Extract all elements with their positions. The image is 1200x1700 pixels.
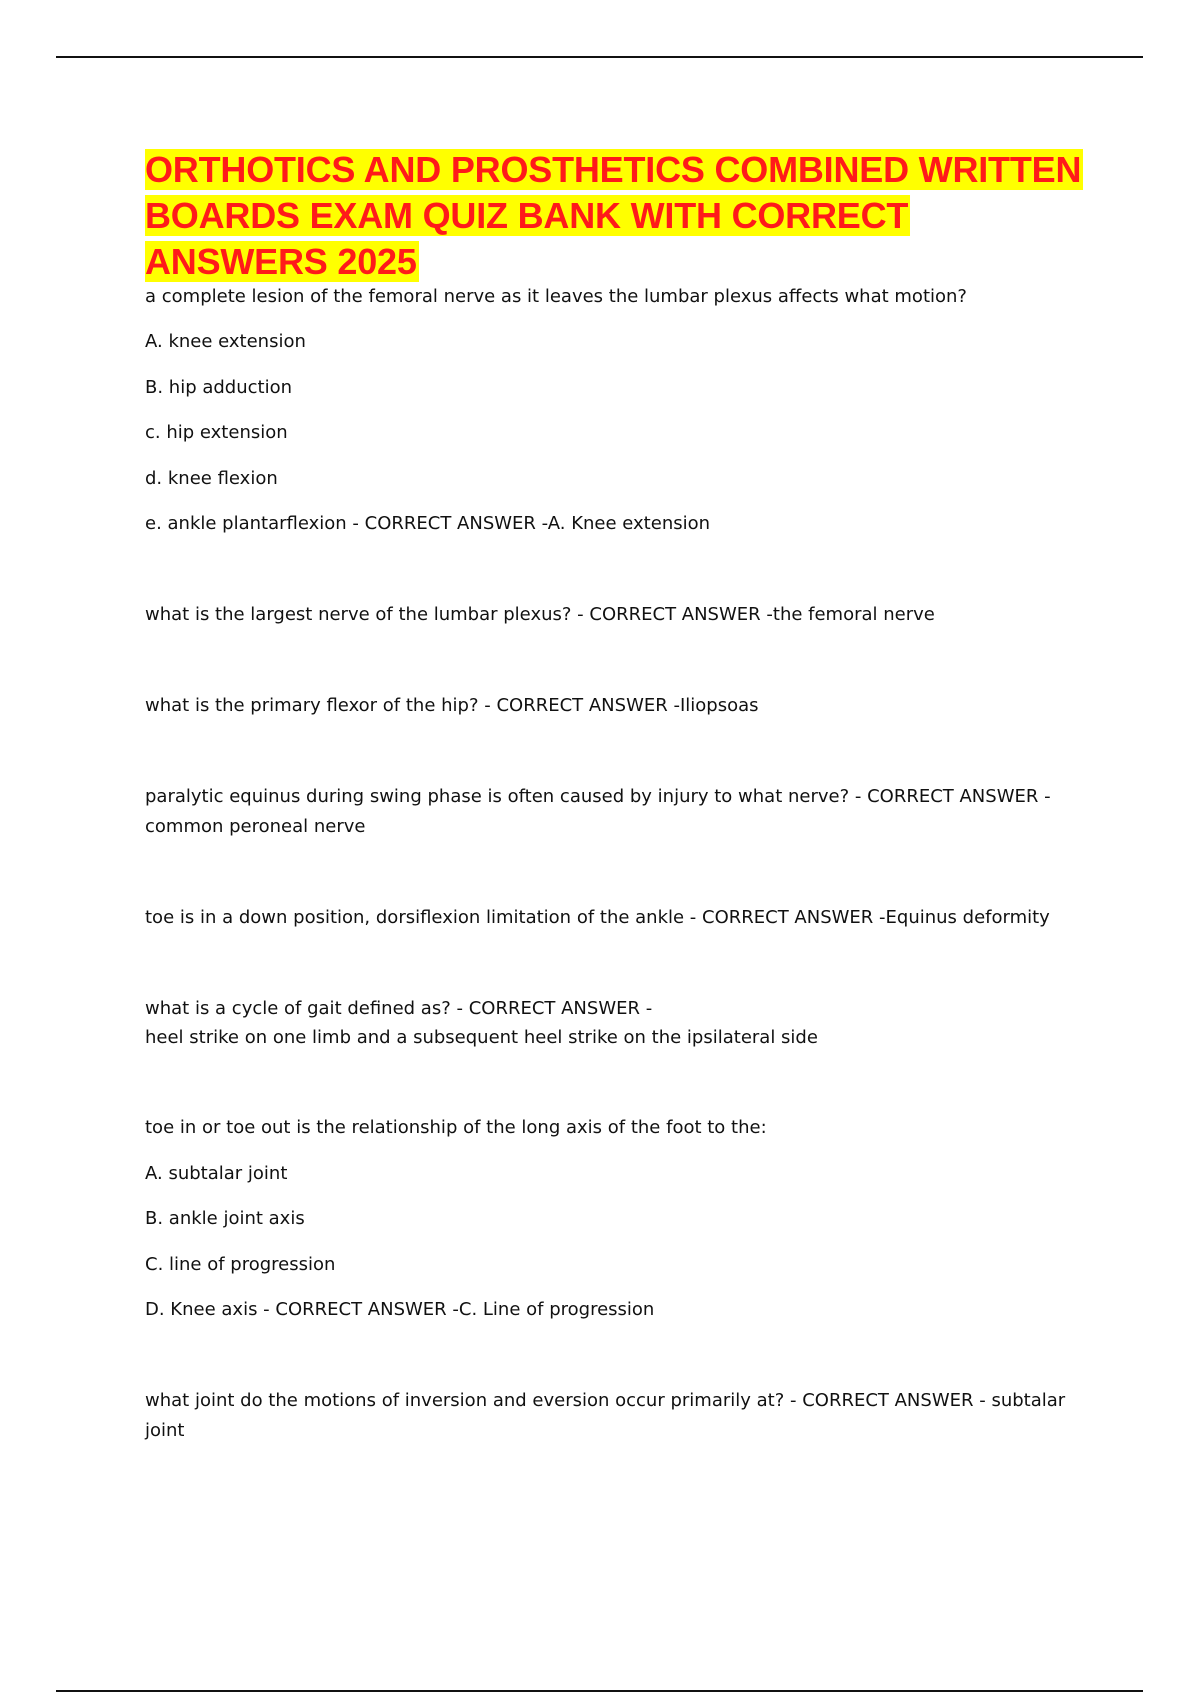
question-6-line-1: what is a cycle of gait defined as? - CORRECT ANSWER - xyxy=(145,998,653,1019)
q7-option-c: C. line of progression xyxy=(145,1254,336,1275)
q7-option-b: B. ankle joint axis xyxy=(145,1208,305,1229)
header-rule xyxy=(56,56,1143,58)
document-title xyxy=(145,147,1085,285)
question-3: what is the primary flexor of the hip? - CORRECT ANSWER -Iliopsoas xyxy=(145,695,759,716)
question-2: what is the largest nerve of the lumbar plexus? - CORRECT ANSWER -the femoral nerve xyxy=(145,604,935,625)
q7-option-a: A. subtalar joint xyxy=(145,1163,288,1184)
footer-rule xyxy=(56,1690,1143,1692)
q1-option-b: B. hip adduction xyxy=(145,377,293,398)
q1-option-c: c. hip extension xyxy=(145,422,288,443)
q1-option-a: A. knee extension xyxy=(145,331,306,352)
question-6-line-2: heel strike on one limb and a subsequent heel strike on the ipsilateral side xyxy=(145,1027,818,1048)
question-5: toe is in a down position, dorsiflexion limitation of the ankle - CORRECT ANSWER -Equinus deformity xyxy=(145,907,1050,928)
question-8: what joint do the motions of inversion and eversion occur primarily at? - CORRECT ANSWER - subtalar joint xyxy=(145,1390,1066,1441)
question-7: toe in or toe out is the relationship of the long axis of the foot to the: xyxy=(145,1117,767,1138)
document-body xyxy=(145,147,1085,1441)
q7-option-d-answer: D. Knee axis - CORRECT ANSWER -C. Line of progression xyxy=(145,1299,655,1320)
question-1: a complete lesion of the femoral nerve as it leaves the lumbar plexus affects what motion? xyxy=(145,286,967,307)
question-4: paralytic equinus during swing phase is often caused by injury to what nerve? - CORRECT ANSWER - common peroneal nerve xyxy=(145,786,1051,837)
q1-option-d: d. knee flexion xyxy=(145,468,278,489)
document-title-text: ORTHOTICS AND PROSTHETICS COMBINED WRITTEN BOARDS EXAM QUIZ BANK WITH CORRECT ANSWERS 2025 xyxy=(145,149,1082,282)
q1-option-e-answer: e. ankle plantarflexion - CORRECT ANSWER -A. Knee extension xyxy=(145,513,711,534)
